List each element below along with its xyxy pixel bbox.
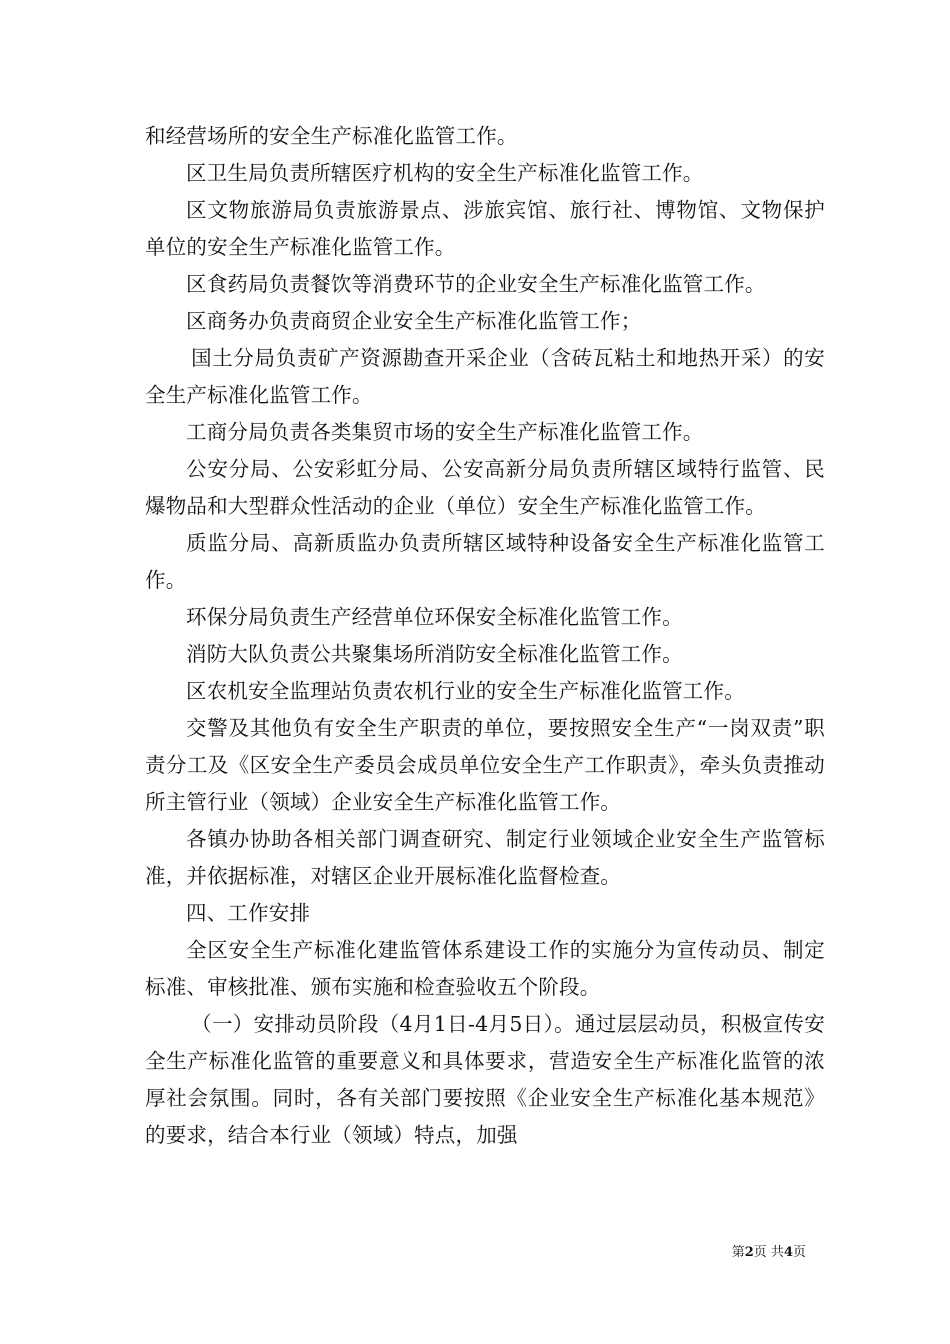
- footer-total-pages: 4: [783, 1245, 793, 1260]
- paragraph-14: 各镇办协助各相关部门调查研究、制定行业领域企业安全生产监管标准，并依据标准，对辖区企业开展标准化监督检查。: [145, 827, 825, 888]
- paragraph-10: 环保分局负责生产经营单位环保安全标准化监管工作。: [186, 605, 683, 629]
- document-body: [145, 118, 825, 1154]
- paragraph-11: 消防大队负责公共聚集场所消防安全标准化监管工作。: [186, 642, 683, 666]
- paragraph-12: 区农机安全监理站负责农机行业的安全生产标准化监管工作。: [186, 679, 745, 703]
- paragraph-4: 区食药局负责餐饮等消费环节的企业安全生产标准化监管工作。: [186, 272, 766, 296]
- section-heading: 四、工作安排: [186, 901, 311, 925]
- paragraph-8: 公安分局、公安彩虹分局、公安高新分局负责所辖区域特行监管、民爆物品和大型群众性活动的企业（单位）安全生产标准化监管工作。: [145, 457, 825, 518]
- footer-middle: 页 共: [753, 1245, 784, 1260]
- paragraph-17: （一）安排动员阶段（4月1日-4月5日）。通过层层动员，积极宣传安全生产标准化监管的重要意义和具体要求，营造安全生产标准化监管的浓厚社会氛围。同时，各有关部门要按照《企业安全生产标准化基本规范》的要求，结合本行业（领域）特点，加强: [145, 1012, 825, 1147]
- paragraph-7: 工商分局负责各类集贸市场的安全生产标准化监管工作。: [186, 420, 704, 444]
- paragraph-9: 质监分局、高新质监办负责所辖区域特种设备安全生产标准化监管工作。: [145, 531, 825, 592]
- footer-prefix: 第: [731, 1245, 745, 1260]
- paragraph-6: 国土分局负责矿产资源勘查开采企业（含砖瓦粘土和地热开采）的安全生产标准化监管工作。: [145, 346, 825, 407]
- paragraph-3: 区文物旅游局负责旅游景点、涉旅宾馆、旅行社、博物馆、文物保护单位的安全生产标准化监管工作。: [145, 198, 825, 259]
- paragraph-5: 区商务办负责商贸企业安全生产标准化监管工作；: [186, 309, 642, 333]
- paragraph-16: 全区安全生产标准化建监管体系建设工作的实施分为宣传动员、制定标准、审核批准、颁布实施和检查验收五个阶段。: [145, 938, 825, 999]
- paragraph-2: 区卫生局负责所辖医疗机构的安全生产标准化监管工作。: [186, 161, 704, 185]
- page-footer: [0, 1244, 806, 1262]
- footer-suffix: 页: [792, 1245, 806, 1260]
- paragraph-1: 和经营场所的安全生产标准化监管工作。: [145, 124, 518, 148]
- paragraph-13: 交警及其他负有安全生产职责的单位，要按照安全生产“一岗双责”职责分工及《区安全生产委员会成员单位安全生产工作职责》，牵头负责推动所主管行业（领域）企业安全生产标准化监管工作。: [145, 716, 825, 814]
- footer-page-number: 2: [744, 1245, 754, 1260]
